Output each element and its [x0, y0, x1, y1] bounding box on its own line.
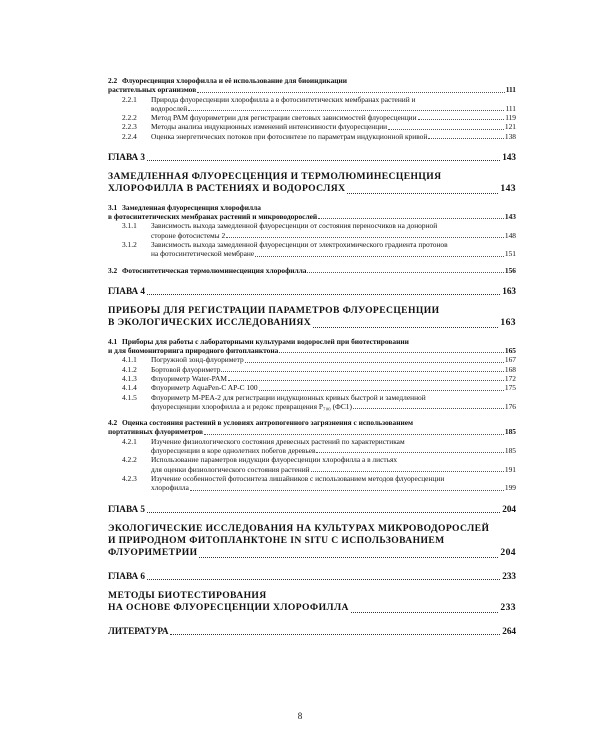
toc-section: 2.2 Флуоресценция хлорофилла и её использование для биоиндикации растительных организмов 111 — [108, 76, 516, 95]
literature-heading: ЛИТЕРАТУРА 264 — [108, 625, 516, 636]
chapter-heading: ГЛАВА 4 163 — [108, 285, 516, 296]
chapter-heading: ГЛАВА 3 143 — [108, 152, 516, 163]
toc-item: 4.1.3 Флуориметр Water-PAM 172 — [122, 373, 516, 383]
toc-section: 4.1 Приборы для работы с лабораторными культурами водорослей при биотестировании и для биомониторинга природного фитопланктона 165 — [108, 336, 516, 356]
toc-item: 4.1.2 Бортовой флуориметр 168 — [122, 364, 516, 374]
toc-item: 4.1.5 Флуориметр М-PEA-2 для регистрации индукционных кривых быстрой и замедленной флуоресценции хлорофилла a и редокс превращения P₇₀₀ (ФС1) 176 — [122, 392, 516, 411]
toc-item: 2.2.3 Методы анализа индукционных изменений интенсивности флуоресценции 121 — [122, 122, 516, 132]
toc-item: 2.2.1 Природа флуоресценции хлорофилла a в фотосинтетических мембранах растений и водорослей 111 — [122, 94, 516, 113]
toc-item: 4.2.2 Использование параметров индукции флуоресценции хлорофилла a в листьях для оценки физиологического состояния растений 191 — [122, 455, 516, 474]
toc-item: 3.1.1 Зависимость выхода замедленной флуоресценции от состояния переносчиков на донорной стороне фотосистемы 2 148 — [122, 221, 516, 240]
page-number: 8 — [297, 711, 303, 721]
chapter-title: ПРИБОРЫ ДЛЯ РЕГИСТРАЦИИ ПАРАМЕТРОВ ФЛУОРЕСЦЕНЦИИ В ЭКОЛОГИЧЕСКИХ ИССЛЕДОВАНИЯХ 163 — [108, 304, 516, 329]
chapter-title: ЗАМЕДЛЕННАЯ ФЛУОРЕСЦЕНЦИЯ И ТЕРМОЛЮМИНЕСЦЕНЦИЯ ХЛОРОФИЛЛА В РАСТЕНИЯХ И ВОДОРОСЛЯХ 143 — [108, 171, 516, 195]
chapter-heading: ГЛАВА 6 233 — [108, 570, 516, 581]
chapter-heading: ГЛАВА 5 204 — [108, 503, 516, 514]
toc-item: 2.2.4 Оценка энергетических потоков при фотосинтезе по параметрам индукционной кривой 138 — [122, 131, 516, 141]
chapter-title: МЕТОДЫ БИОТЕСТИРОВАНИЯ НА ОСНОВЕ ФЛУОРЕСЦЕНЦИИ ХЛОРОФИЛЛА 233 — [108, 589, 516, 614]
toc-section: 4.2 Оценка состояния растений в условиях антропогенного загрязнения с использованием портативных флуориметров 185 — [108, 418, 516, 437]
toc-section: 3.2 Фотосинтетическая термолюминесценция хлорофилла 156 — [108, 265, 516, 275]
toc-item: 4.2.3 Изучение особенностей фотосинтеза лишайников с использованием методов флуоресценции хлорофилла 199 — [122, 473, 516, 493]
toc-item: 2.2.2 Метод РАМ флуориметрии для регистрации световых зависимостей флуоресценции 119 — [122, 113, 516, 123]
toc-item: 3.1.2 Зависимость выхода замедленной флуоресценции от электрохимического градиента протонов на фотосинтетической мембране 151 — [122, 240, 516, 259]
table-of-contents — [108, 76, 516, 637]
toc-item: 4.2.1 Изучение физиологического состояния древесных растений по характеристикам флуоресценции в коре однолетних побегов деревьев 185 — [122, 436, 516, 456]
chapter-title: ЭКОЛОГИЧЕСКИЕ ИССЛЕДОВАНИЯ НА КУЛЬТУРАХ МИКРОВОДОРОСЛЕЙ И ПРИРОДНОМ ФИТОПЛАНКТОНЕ IN SITU С ИСПОЛЬЗОВАНИЕМ ФЛУОРИМЕТРИИ 204 — [108, 522, 516, 559]
toc-section: 3.1 Замедленная флуоресценция хлорофилла в фотосинтетических мембранах растений и микроводорослей 143 — [108, 202, 516, 222]
toc-item: 4.1.1 Погружной зонд-флуориметр 167 — [122, 355, 516, 365]
toc-item: 4.1.4 Флуориметр AquaPen-C AP-C 100 175 — [122, 383, 516, 393]
